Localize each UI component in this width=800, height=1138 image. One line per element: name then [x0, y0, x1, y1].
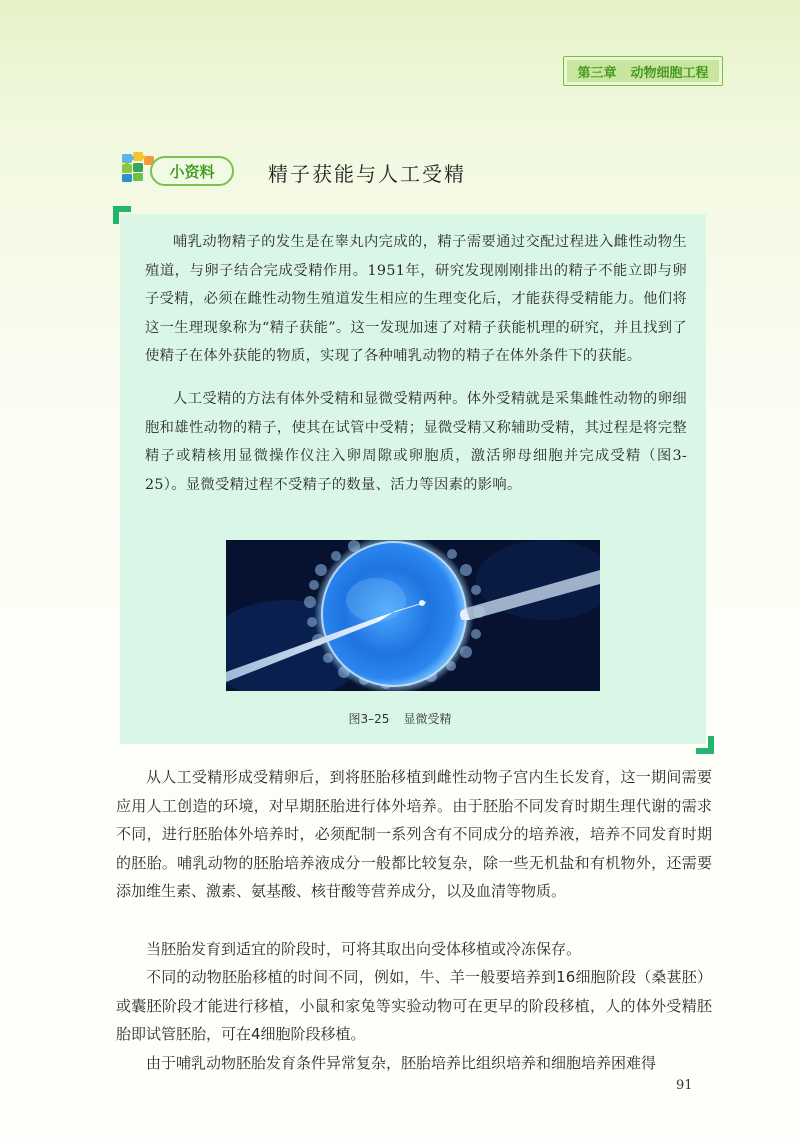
body-paragraph-2: 当胚胎发育到适宜的阶段时，可将其取出向受体移植或冷冻保存。 [146, 940, 582, 958]
section-title: 精子获能与人工受精 [268, 162, 466, 186]
chapter-number: 第三章 [577, 65, 617, 81]
page-number: 91 [676, 1078, 693, 1093]
info-badge-label: 小资料 [169, 162, 215, 181]
info-paragraph-2: 人工受精的方法有体外受精和显微受精两种。体外受精就是采集雌性动物的卵细胞和雄性动物的精子，使其在试管中受精；显微受精又称辅助受精，其过程是将完整精子或精核用显微操作仪注入卵周隙或卵胞质，激活卵母细胞并完成受精（图3-25）。显微受精过程不受精子的数量、活力等因素的影响。 [145, 391, 687, 493]
figure-caption-text: 显微受精 [403, 712, 452, 726]
body-paragraph-3: 不同的动物胚胎移植的时间不同，例如，牛、羊一般要培养到16细胞阶段（桑葚胚）或囊胚阶段才能进行移植，小鼠和家兔等实验动物可在更早的阶段移植，人的体外受精胚胎即试管胚胎，可在4细胞阶段移植。 [116, 968, 712, 1044]
body-paragraph-4: 由于哺乳动物胚胎发育条件异常复杂，胚胎培养比组织培养和细胞培养困难得 [146, 1054, 657, 1072]
figure-caption [0, 710, 800, 727]
chapter-title: 动物细胞工程 [630, 65, 709, 81]
chapter-header-inner [567, 60, 719, 82]
body-paragraph-1: 从人工受精形成受精卵后，到将胚胎移植到雌性动物子宫内生长发育，这一期间需要应用人工创造的环境，对早期胚胎进行体外培养。由于胚胎不同发育时期生理代谢的需求不同，进行胚胎体外培养时，必须配制一系列含有不同成分的培养液，培养不同发育时期的胚胎。哺乳动物的胚胎培养液成分一般都比较复杂，除一些无机盐和有机物外，还需要添加维生素、激素、氨基酸、核苷酸等营养成分，以及血清等物质。 [116, 768, 712, 901]
info-paragraph-1: 哺乳动物精子的发生是在睾丸内完成的，精子需要通过交配过程进入雌性动物生殖道，与卵子结合完成受精作用。1951年，研究发现刚刚排出的精子不能立即与卵子受精，必须在雌性动物生殖道发生相应的生理变化后，才能获得受精能力。他们将这一生理现象称为“精子获能”。这一发现加速了对精子获能机理的研究，并且找到了使精子在体外获能的物质，实现了各种哺乳动物的精子在体外条件下的获能。 [145, 234, 687, 365]
microinjection-figure [226, 540, 600, 691]
figure-label: 图3–25 [348, 712, 390, 726]
info-box-corner-top-left [113, 206, 131, 224]
chapter-header-tag [563, 56, 723, 86]
info-badge [150, 156, 234, 186]
info-box-corner-bottom-right [696, 736, 714, 754]
